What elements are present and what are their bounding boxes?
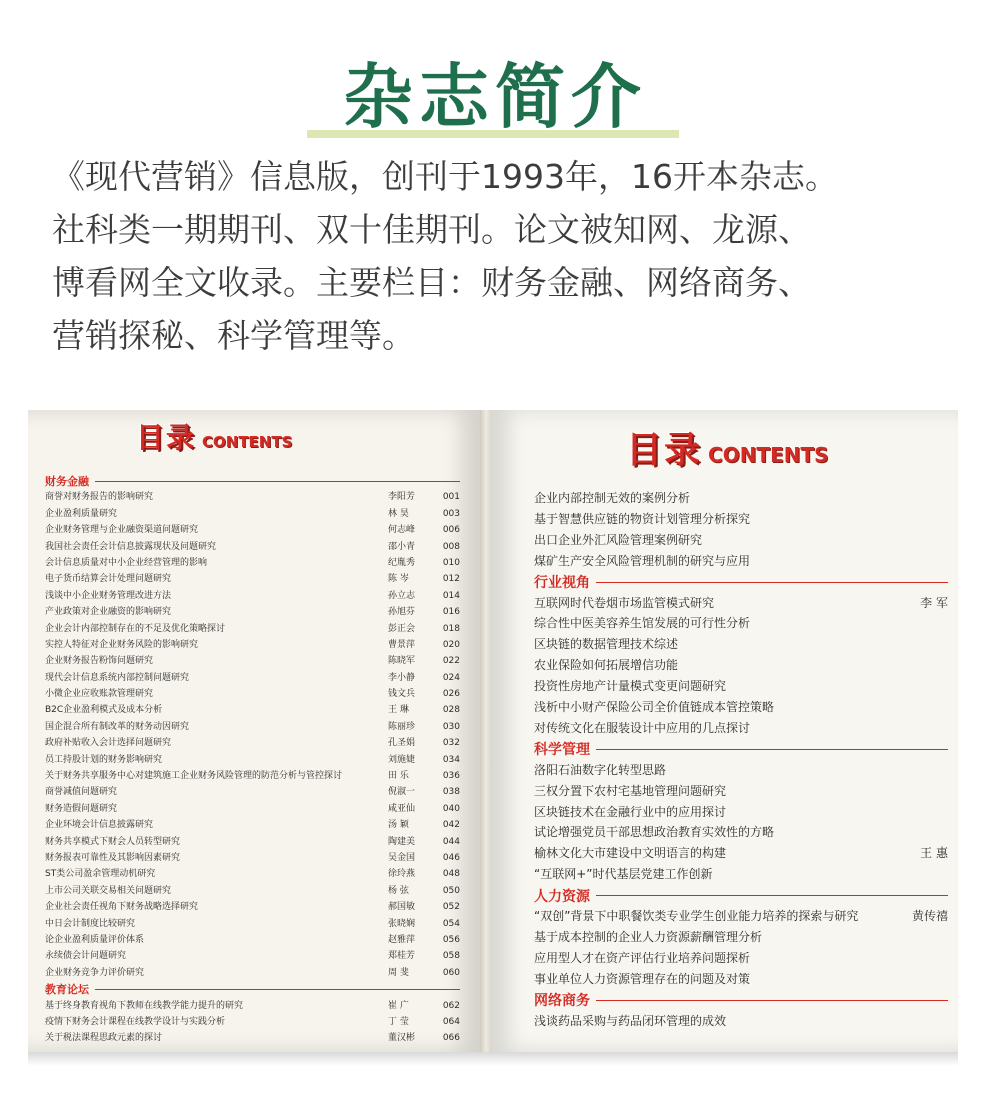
toc-entry — [45, 588, 460, 604]
entry-author — [896, 676, 948, 697]
toc-entry — [45, 604, 460, 620]
entry-page: 016 — [442, 607, 460, 618]
entry-title: 农业保险如何拓展增信功能 — [534, 658, 679, 673]
toc-entry — [45, 784, 460, 800]
entry-page: 030 — [442, 721, 460, 732]
toc-entry — [534, 906, 948, 927]
entry-author — [896, 969, 948, 990]
section-title: 科学管理 — [534, 742, 590, 759]
entry-page: 024 — [442, 672, 460, 683]
entry-page: 040 — [442, 803, 460, 814]
entry-author — [896, 802, 948, 823]
intro-text — [52, 150, 952, 362]
toc-entry — [534, 718, 948, 739]
entry-title: 试论增强党员干部思想政治教育实效性的方略 — [534, 825, 775, 840]
entry-title: 投资性房地产计量模式变更问题研究 — [534, 679, 727, 694]
toc-entry — [45, 571, 460, 587]
entry-title: 现代会计信息系统内部控制问题研究 — [45, 672, 190, 683]
entry-author: 钱文兵 — [388, 689, 416, 700]
toc-entry — [534, 509, 948, 530]
intro-line: 博看网全文收录。主要栏目：财务金融、网络商务、 — [52, 263, 811, 302]
entry-title: 财务报表可靠性及其影响因素研究 — [45, 852, 181, 863]
entry-title: 商誉减值问题研究 — [45, 787, 118, 798]
entry-title: 煤矿生产安全风险管理机制的研究与应用 — [534, 553, 751, 568]
section-title: 网络商务 — [534, 993, 590, 1010]
section-rule — [95, 989, 460, 990]
intro-line: 营销探秘、科学管理等。 — [52, 316, 415, 355]
toc-entry — [45, 752, 460, 768]
entry-author: 刘施婕 — [388, 754, 416, 765]
entry-page: 032 — [442, 738, 460, 749]
entry-title: 我国社会责任会计信息披露现状及问题研究 — [45, 541, 217, 552]
toc-entry — [534, 948, 948, 969]
entry-title: 小微企业应收账款管理研究 — [45, 689, 154, 700]
toc-entry — [45, 850, 460, 866]
entry-author — [896, 509, 948, 530]
entry-author: 陈 岑 — [388, 574, 409, 585]
section-rule — [596, 749, 948, 750]
entry-title: 中日会计制度比较研究 — [45, 918, 136, 929]
left-page — [28, 410, 480, 1052]
entry-author: 李阳芳 — [388, 492, 416, 503]
toc-entry — [534, 530, 948, 551]
entry-title: 区块链技术在金融行业中的应用探讨 — [534, 804, 727, 819]
entry-page: 054 — [442, 918, 460, 929]
toc-section-header — [534, 739, 948, 760]
entry-title: 关于税法课程思政元素的探讨 — [45, 1033, 163, 1044]
toc-entry — [45, 653, 460, 669]
entry-title: 出口企业外汇风险管理案例研究 — [534, 532, 703, 547]
entry-page: 060 — [442, 967, 460, 978]
entry-page: 026 — [442, 689, 460, 700]
toc-section-header — [534, 885, 948, 906]
entry-page: 056 — [442, 934, 460, 945]
entry-title: “互联网+”时代基层党建工作创新 — [534, 867, 713, 882]
entry-title: 员工持股计划的财务影响研究 — [45, 754, 163, 765]
entry-author: 彭正会 — [388, 623, 416, 634]
entry-title: 浅谈药品采购与药品闭环管理的成效 — [534, 1013, 727, 1028]
entry-author — [896, 530, 948, 551]
toc-entry — [534, 781, 948, 802]
toc-entry — [45, 702, 460, 718]
entry-author: 李小静 — [388, 672, 416, 683]
entry-author: 周 斐 — [388, 967, 409, 978]
entry-page: 038 — [442, 787, 460, 798]
section-rule — [95, 481, 460, 482]
toc-entry — [534, 843, 948, 864]
toc-entry — [534, 969, 948, 990]
entry-page: 058 — [442, 951, 460, 962]
entry-author: 纪胤秀 — [388, 557, 416, 568]
intro-line: 社科类一期期刊、双十佳期刊。论文被知网、龙源、 — [52, 210, 811, 249]
entry-page: 062 — [442, 1000, 460, 1011]
toc-entry — [45, 801, 460, 817]
entry-title: 企业环境会计信息披露研究 — [45, 820, 154, 831]
entry-title: ST类公司盈余管理动机研究 — [45, 869, 156, 880]
toc-entry — [45, 948, 460, 964]
entry-author: 王 惠 — [920, 846, 948, 861]
toc-entry — [45, 506, 460, 522]
entry-title: 产业政策对企业融资的影响研究 — [45, 607, 172, 618]
entry-title: 企业财务管理与企业融资渠道问题研究 — [45, 525, 199, 536]
toc-entry — [534, 864, 948, 885]
entry-page: 036 — [442, 771, 460, 782]
toc-entry — [45, 932, 460, 948]
entry-author — [896, 697, 948, 718]
entry-page: 034 — [442, 754, 460, 765]
entry-title: 基于终身教育视角下教师在线教学能力提升的研究 — [45, 1000, 244, 1011]
entry-title: B2C企业盈利模式及成本分析 — [45, 705, 163, 716]
entry-author — [896, 655, 948, 676]
entry-author: 陈丽珍 — [388, 721, 416, 732]
entry-author: 王 琳 — [388, 705, 409, 716]
right-page — [492, 410, 958, 1052]
entry-author: 李 军 — [920, 595, 948, 610]
left-toc-list — [45, 473, 460, 1047]
entry-author: 孙旭芬 — [388, 607, 416, 618]
toc-entry — [45, 916, 460, 932]
toc-entry — [45, 539, 460, 555]
toc-entry — [534, 634, 948, 655]
entry-title: 洛阳石油数字化转型思路 — [534, 762, 667, 777]
entry-page: 028 — [442, 705, 460, 716]
entry-author: 孙立志 — [388, 590, 416, 601]
entry-page: 014 — [442, 590, 460, 601]
entry-title: 企业财务报告粉饰问题研究 — [45, 656, 154, 667]
toc-entry — [534, 488, 948, 509]
toc-heading-en: CONTENTS — [202, 433, 293, 451]
entry-title: 会计信息质量对中小企业经营管理的影响 — [45, 557, 208, 568]
entry-author: 田 乐 — [388, 771, 409, 782]
entry-page: 018 — [442, 623, 460, 634]
entry-author: 黄传禧 — [911, 909, 948, 924]
section-rule — [596, 582, 948, 583]
toc-entry — [45, 866, 460, 882]
book-spine — [480, 410, 492, 1052]
toc-entry — [45, 719, 460, 735]
entry-title: 企业财务竞争力评价研究 — [45, 967, 145, 978]
entry-title: 企业内部控制无效的案例分析 — [534, 491, 691, 505]
entry-author — [896, 864, 948, 885]
entry-page: 042 — [442, 820, 460, 831]
toc-entry — [45, 1014, 460, 1030]
entry-author — [896, 781, 948, 802]
entry-title: 浅谈中小企业财务管理改进方法 — [45, 590, 172, 601]
entry-title: 永续债会计问题研究 — [45, 951, 127, 962]
entry-page: 010 — [442, 557, 460, 568]
toc-entry — [45, 489, 460, 505]
entry-author — [896, 822, 948, 843]
toc-entry — [45, 735, 460, 751]
right-toc-heading — [626, 422, 829, 473]
toc-entry — [534, 593, 948, 614]
entry-author: 汤 颖 — [388, 820, 409, 831]
entry-title: 企业会计内部控制存在的不足及优化策略探讨 — [45, 623, 226, 634]
toc-section-header — [45, 981, 460, 997]
entry-page: 012 — [442, 574, 460, 585]
entry-author — [896, 760, 948, 781]
entry-page: 064 — [442, 1016, 460, 1027]
toc-entry — [45, 899, 460, 915]
entry-title: 财务造假问题研究 — [45, 803, 118, 814]
entry-title: 企业社会责任视角下财务战略选择研究 — [45, 902, 199, 913]
magazine-spread — [0, 410, 990, 1052]
toc-heading-cn: 目录 — [136, 421, 197, 454]
entry-page: 044 — [442, 836, 460, 847]
right-toc-list — [534, 488, 948, 1032]
entry-author: 邵小青 — [388, 541, 416, 552]
entry-author — [896, 948, 948, 969]
entry-title: 商誉对财务报告的影响研究 — [45, 492, 154, 503]
toc-entry — [45, 834, 460, 850]
section-rule — [596, 1000, 948, 1001]
entry-author: 丁 莹 — [388, 1016, 409, 1027]
section-title: 人力资源 — [534, 888, 590, 905]
toc-heading-en: CONTENTS — [708, 443, 829, 467]
entry-page: 003 — [442, 508, 460, 519]
entry-title: 政府补贴收入会计选择问题研究 — [45, 738, 172, 749]
entry-page: 020 — [442, 639, 460, 650]
page-title: 杂志简介 — [343, 56, 647, 138]
entry-author: 孔圣娟 — [388, 738, 416, 749]
entry-page: 050 — [442, 885, 460, 896]
entry-title: 关于财务共享服务中心对建筑施工企业财务风险管理的防范分析与管控探讨 — [45, 771, 343, 782]
entry-author — [896, 634, 948, 655]
entry-page: 052 — [442, 902, 460, 913]
section-rule — [596, 895, 948, 896]
toc-entry — [534, 676, 948, 697]
entry-title: 浅析中小财产保险公司全价值链成本管控策略 — [534, 700, 775, 715]
entry-title: 实控人特征对企业财务风险的影响研究 — [45, 639, 199, 650]
toc-entry — [534, 551, 948, 572]
entry-title: 互联网时代卷烟市场监管模式研究 — [534, 595, 715, 610]
toc-entry — [45, 998, 460, 1014]
entry-title: 区块链的数据管理技术综述 — [534, 637, 679, 652]
toc-entry — [45, 686, 460, 702]
entry-author — [896, 718, 948, 739]
toc-entry — [45, 670, 460, 686]
entry-title: 综合性中医美容养生馆发展的可行性分析 — [534, 616, 751, 631]
toc-entry — [45, 637, 460, 653]
entry-title: 疫情下财务会计课程在线教学设计与实践分析 — [45, 1016, 226, 1027]
toc-entry — [45, 522, 460, 538]
entry-author: 郝国敏 — [388, 902, 416, 913]
toc-entry — [534, 655, 948, 676]
entry-title: 论企业盈利质量评价体系 — [45, 934, 145, 945]
entry-title: “双创”背景下中职餐饮类专业学生创业能力培养的探索与研究 — [534, 909, 859, 924]
entry-title: 基于成本控制的企业人力资源薪酬管理分析 — [534, 930, 763, 945]
entry-title: 榆林文化大市建设中文明语言的构建 — [534, 846, 727, 861]
entry-author: 曹景萍 — [388, 639, 416, 650]
entry-author — [896, 488, 948, 509]
entry-page: 046 — [442, 852, 460, 863]
toc-entry — [534, 613, 948, 634]
toc-entry — [45, 965, 460, 981]
entry-author: 张晓娴 — [388, 918, 416, 929]
entry-author: 倪淑一 — [388, 787, 416, 798]
toc-entry — [534, 802, 948, 823]
entry-title: 国企混合所有制改革的财务动因研究 — [45, 721, 190, 732]
intro-line: 《现代营销》信息版，创刊于1993年，16开本杂志。 — [52, 157, 838, 196]
entry-title: 三权分置下农村宅基地管理问题研究 — [534, 783, 727, 798]
entry-author: 徐玲燕 — [388, 869, 416, 880]
entry-title: 电子货币结算会计处理问题研究 — [45, 574, 172, 585]
entry-author: 何志峰 — [388, 525, 416, 536]
left-toc-heading — [136, 416, 292, 456]
entry-title: 基于智慧供应链的物资计划管理分析探究 — [534, 511, 751, 526]
entry-title: 事业单位人力资源管理存在的问题及对策 — [534, 971, 751, 986]
entry-page: 066 — [442, 1033, 460, 1044]
toc-entry — [45, 621, 460, 637]
toc-entry — [45, 1030, 460, 1046]
entry-author: 赵雅萍 — [388, 934, 416, 945]
entry-author: 杨 弦 — [388, 885, 409, 896]
toc-entry — [534, 822, 948, 843]
toc-entry — [45, 768, 460, 784]
entry-author: 林 昊 — [388, 508, 409, 519]
toc-entry — [534, 760, 948, 781]
section-title: 财务金融 — [45, 475, 89, 489]
entry-author — [896, 551, 948, 572]
toc-section-header — [45, 473, 460, 489]
entry-author: 郑桂芳 — [388, 951, 416, 962]
entry-title: 应用型人才在资产评估行业培养问题探析 — [534, 950, 751, 965]
entry-author: 崔 广 — [388, 1000, 409, 1011]
entry-title: 财务共享模式下财会人员转型研究 — [45, 836, 181, 847]
entry-author — [896, 927, 948, 948]
section-title: 行业视角 — [534, 575, 590, 592]
entry-page: 048 — [442, 869, 460, 880]
toc-entry — [534, 697, 948, 718]
toc-entry — [534, 927, 948, 948]
section-title: 教育论坛 — [45, 983, 89, 997]
entry-author: 董汉彬 — [388, 1033, 416, 1044]
toc-heading-cn: 目录 — [626, 430, 703, 471]
entry-page: 022 — [442, 656, 460, 667]
toc-entry — [45, 817, 460, 833]
entry-title: 对传统文化在服装设计中应用的几点探讨 — [534, 720, 751, 735]
entry-page: 001 — [442, 492, 460, 503]
entry-title: 上市公司关联交易相关问题研究 — [45, 885, 172, 896]
entry-author — [896, 1011, 948, 1032]
entry-author: 咸亚仙 — [388, 803, 416, 814]
entry-author: 陶建美 — [388, 836, 416, 847]
toc-section-header — [534, 572, 948, 593]
entry-author: 陈晓军 — [388, 656, 416, 667]
toc-entry — [45, 555, 460, 571]
toc-entry — [534, 1011, 948, 1032]
entry-author: 吴金国 — [388, 852, 416, 863]
entry-author — [896, 613, 948, 634]
toc-section-header — [534, 990, 948, 1011]
entry-page: 008 — [442, 541, 460, 552]
book-shadow — [28, 1052, 958, 1066]
toc-entry — [45, 883, 460, 899]
entry-title: 企业盈利质量研究 — [45, 508, 118, 519]
entry-page: 006 — [442, 525, 460, 536]
